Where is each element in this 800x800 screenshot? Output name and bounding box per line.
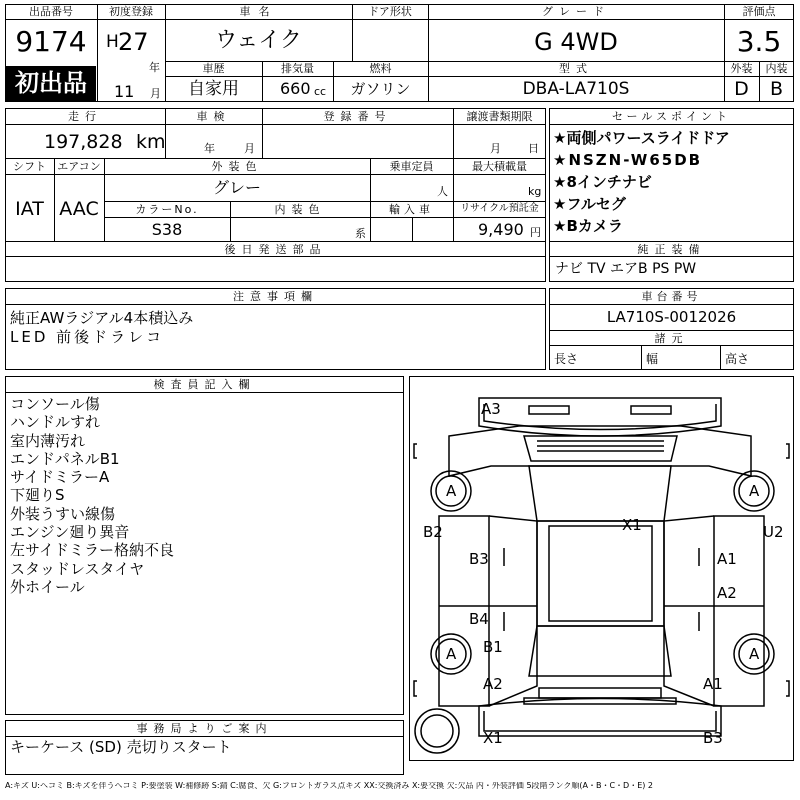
mark-x1-top: X1 — [622, 516, 642, 534]
fuel-header: 燃料 — [369, 62, 392, 75]
mark-a2-right: A2 — [717, 584, 737, 602]
ext-color: グレー — [212, 178, 261, 197]
rear-parts-header: 後日発送部品 — [224, 243, 327, 256]
office-header: 事務局よりご案内 — [136, 722, 273, 735]
specs-header: 諸元 — [654, 332, 689, 345]
inspector-note: 下廻りS — [10, 486, 65, 505]
inspector-note: 外ホイール — [10, 577, 85, 596]
genuine-equip-header: 純正装備 — [637, 243, 706, 256]
note-line: LED 前後ドラレコ — [10, 328, 165, 346]
reg-no-header: 登録番号 — [323, 110, 392, 123]
exterior-header: 外装 — [730, 62, 753, 75]
sales-point: ★両側パワースライドドア — [553, 129, 730, 147]
person-unit: 人 — [437, 185, 448, 198]
int-color-header: 内装色 — [274, 203, 326, 216]
mark-a2-left: A2 — [483, 675, 503, 693]
fuel: ガソリン — [350, 80, 411, 98]
inspector-note: エンドパネルB1 — [10, 449, 120, 468]
inspector-note: エンジン廻り異音 — [10, 523, 130, 542]
capacity-header: 乗車定員 — [389, 160, 434, 173]
mark-a3: A3 — [481, 400, 501, 418]
sales-point: ★NSZN-W65DB — [553, 151, 703, 169]
model: DBA-LA710S — [522, 79, 630, 99]
history: 自家用 — [188, 79, 239, 99]
color-no-header: カラーNo. — [135, 203, 199, 216]
recycle-fee: 9,490 — [478, 220, 524, 239]
mileage: 197,828 — [44, 131, 123, 153]
color-no: S38 — [151, 220, 183, 239]
ac: AAC — [59, 198, 99, 220]
car-name-header: 車名 — [239, 5, 278, 18]
kg-unit: kg — [528, 185, 542, 198]
mark-b3-bottom: B3 — [703, 729, 723, 747]
recycle-header: リサイクル預託金 — [460, 203, 539, 214]
inspector-note: コンソール傷 — [10, 395, 100, 413]
inspection-header: 車検 — [196, 110, 231, 123]
mark-tire-rr: A — [749, 645, 760, 663]
int-color-unit: 系 — [355, 227, 366, 240]
inspection-month-unit: 月 — [244, 142, 255, 155]
sales-point: ★8インチナビ — [553, 173, 652, 191]
model-header: 型式 — [559, 62, 593, 75]
inspector-note: スタッドレスタイヤ — [10, 559, 145, 578]
inspector-note: 室内薄汚れ — [10, 431, 86, 450]
year-unit: 年 — [149, 61, 160, 74]
inspector-note: 左サイドミラー格納不良 — [10, 541, 174, 560]
inspector-note: サイドミラーA — [10, 468, 110, 487]
mark-tire-fr: A — [749, 482, 760, 500]
mark-b2: B2 — [423, 523, 443, 541]
import-header: 輸入車 — [389, 203, 434, 216]
int-score: B — [769, 78, 784, 100]
spec-height: 高さ — [725, 352, 750, 366]
inspection-year-unit: 年 — [204, 142, 215, 155]
mark-u2: U2 — [763, 523, 784, 541]
spec-length: 長さ — [554, 352, 579, 366]
mark-b4: B4 — [469, 610, 489, 628]
transfer-deadline-header: 譲渡書類期限 — [466, 110, 533, 123]
max-load-header: 最大積載量 — [472, 160, 527, 173]
inspector-header: 検査員記入欄 — [153, 378, 256, 391]
door-header: ドア形状 — [368, 5, 412, 18]
mark-x1-bottom: X1 — [483, 729, 503, 747]
grade-header: グレード — [542, 5, 610, 18]
displacement: 660 — [280, 79, 311, 98]
mark-a1-left: A1 — [703, 675, 723, 693]
score: 3.5 — [736, 25, 782, 58]
transfer-month-unit: 月 — [490, 142, 501, 155]
inspector-note: ハンドルすれ — [10, 413, 101, 432]
mark-b1: B1 — [483, 638, 503, 656]
yen-unit: 円 — [530, 226, 541, 239]
interior-header: 内装 — [765, 62, 788, 75]
mark-a1-right: A1 — [717, 550, 737, 568]
displacement-unit: cc — [314, 85, 327, 98]
chassis-header: 車台番号 — [641, 290, 702, 303]
mark-b3: B3 — [469, 550, 489, 568]
spec-width: 幅 — [646, 352, 659, 366]
office-note: キーケース (SD) 売切りスタート — [10, 738, 232, 756]
mark-tire-rl: A — [446, 645, 457, 663]
mileage-header: 走行 — [68, 110, 102, 123]
reg-year: 27 — [118, 28, 149, 56]
lot-no-header: 出品番号 — [29, 5, 73, 18]
sales-points-header: セールスポイント — [611, 110, 731, 123]
sales-point: ★フルセグ — [553, 195, 626, 213]
shift: IAT — [15, 198, 44, 220]
month-unit: 月 — [150, 87, 161, 100]
first-reg-header: 初度登録 — [109, 5, 153, 18]
mark-tire-fl: A — [446, 482, 457, 500]
grade: G 4WD — [534, 28, 618, 56]
mileage-unit: km — [136, 131, 166, 153]
shift-header: シフト — [13, 160, 46, 173]
car-outline — [409, 376, 794, 761]
genuine-equip: ナビ TV エアB PS PW — [555, 261, 697, 277]
note-line: 純正AWラジアル4本積込み — [10, 309, 194, 327]
ac-header: エアコン — [57, 160, 101, 173]
inspector-note: 外装うすい線傷 — [10, 504, 116, 523]
chassis-no: LA710S-0012026 — [606, 308, 737, 326]
score-header: 評価点 — [742, 5, 776, 18]
displacement-header: 排気量 — [281, 62, 314, 75]
reg-month: 11 — [114, 82, 135, 101]
sales-point: ★Bカメラ — [553, 217, 623, 235]
legend: A:キズ U:ヘコミ B:キズを伴うヘコミ P:要塗装 W:補修跡 S:錆 C:腐食、欠 G:フロントガラス点キズ XX:交換済み X:要交換 欠:欠品 内・外装評価 5段階ランク順(A・B・C・D・E) 2 — [5, 782, 654, 790]
notes-header: 注意事項欄 — [233, 290, 318, 303]
lot-no: 9174 — [15, 25, 87, 58]
history-header: 車歴 — [202, 62, 225, 75]
inspector-notes — [10, 395, 174, 596]
transfer-day-unit: 日 — [528, 142, 539, 155]
ext-color-header: 外装色 — [211, 160, 263, 173]
era: H — [106, 32, 119, 52]
ext-score: D — [734, 78, 749, 100]
first-listing-badge: 初出品 — [6, 66, 96, 101]
car-name: ウェイク — [215, 28, 302, 53]
